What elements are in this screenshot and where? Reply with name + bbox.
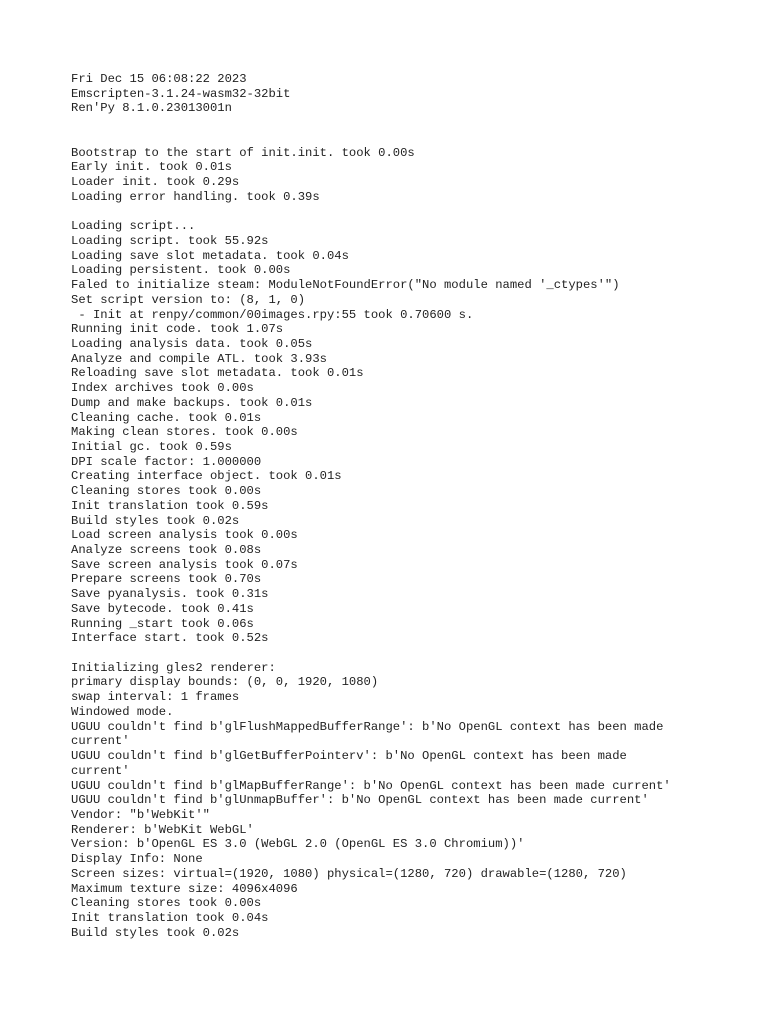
log-line: swap interval: 1 frames: [71, 690, 240, 705]
log-line: Save bytecode. took 0.41s: [71, 601, 254, 616]
log-line: Cleaning stores took 0.00s: [71, 896, 262, 911]
log-line: Index archives took 0.00s: [71, 381, 254, 396]
log-line: Emscripten-3.1.24-wasm32-32bit: [71, 86, 291, 101]
log-line: Init translation took 0.04s: [71, 910, 269, 925]
log-line: UGUU couldn't find b'glMapBufferRange': b'No OpenGL context has been made current': [71, 778, 671, 793]
log-line: UGUU couldn't find b'glUnmapBuffer': b'No OpenGL context has been made current': [71, 793, 649, 808]
log-line: Loading save slot metadata. took 0.04s: [71, 248, 349, 263]
log-line: Faled to initialize steam: ModuleNotFoundError("No module named '_ctypes'"): [71, 278, 620, 293]
log-line: Interface start. took 0.52s: [71, 631, 269, 646]
log-line: Build styles took 0.02s: [71, 513, 240, 528]
log-line: Loading error handling. took 0.39s: [71, 189, 320, 204]
log-line: DPI scale factor: 1.000000: [71, 454, 262, 469]
log-line: Display Info: None: [71, 852, 203, 867]
log-line: Initial gc. took 0.59s: [71, 439, 232, 454]
log-line: Save screen analysis took 0.07s: [71, 557, 298, 572]
log-line: Running _start took 0.06s: [71, 616, 254, 631]
log-line: Windowed mode.: [71, 704, 174, 719]
log-line: - Init at renpy/common/00images.rpy:55 took 0.70600 s.: [71, 307, 474, 322]
log-line: Init translation took 0.59s: [71, 498, 269, 513]
log-line: [71, 204, 761, 219]
log-line: Maximum texture size: 4096x4096: [71, 881, 298, 896]
log-line: current': [71, 734, 130, 749]
log-line: [71, 131, 761, 146]
log-line: UGUU couldn't find b'glFlushMappedBufferRange': b'No OpenGL context has been made: [71, 719, 664, 734]
log-line: Running init code. took 1.07s: [71, 322, 284, 337]
log-line: Vendor: "b'WebKit'": [71, 807, 210, 822]
log-line: Analyze screens took 0.08s: [71, 543, 262, 557]
log-line: Early init. took 0.01s: [71, 160, 232, 175]
log-line: UGUU couldn't find b'glGetBufferPointerv': b'No OpenGL context has been made: [71, 749, 627, 764]
log-line: primary display bounds: (0, 0, 1920, 1080): [71, 675, 379, 690]
log-output: [71, 72, 761, 940]
log-line: Creating interface object. took 0.01s: [71, 469, 342, 484]
log-line: Renderer: b'WebKit WebGL': [71, 822, 254, 837]
log-line: Loader init. took 0.29s: [71, 175, 240, 190]
log-line: Loading script...: [71, 219, 196, 234]
log-line: Version: b'OpenGL ES 3.0 (WebGL 2.0 (OpenGL ES 3.0 Chromium))': [71, 837, 525, 852]
log-line: Loading script. took 55.92s: [71, 233, 269, 248]
log-line: Initializing gles2 renderer:: [71, 660, 276, 675]
log-line: Reloading save slot metadata. took 0.01s: [71, 366, 364, 381]
log-line: current': [71, 763, 130, 778]
log-line: Dump and make backups. took 0.01s: [71, 395, 313, 410]
log-line: Save pyanalysis. took 0.31s: [71, 587, 269, 602]
log-line: Cleaning cache. took 0.01s: [71, 410, 262, 425]
log-line: [71, 646, 761, 661]
log-line: Screen sizes: virtual=(1920, 1080) physical=(1280, 720) drawable=(1280, 720): [71, 866, 627, 881]
log-line: [71, 116, 761, 131]
log-line: Set script version to: (8, 1, 0): [71, 292, 306, 307]
log-line: Prepare screens took 0.70s: [71, 572, 262, 587]
log-line: Build styles took 0.02s: [71, 925, 240, 940]
log-line: Analyze and compile ATL. took 3.93s: [71, 351, 327, 366]
log-line: Bootstrap to the start of init.init. took 0.00s: [71, 145, 415, 160]
log-line: Fri Dec 15 06:08:22 2023: [71, 72, 247, 86]
log-line: Loading persistent. took 0.00s: [71, 263, 291, 278]
log-line: Load screen analysis took 0.00s: [71, 528, 298, 543]
log-line: Ren'Py 8.1.0.23013001n: [71, 101, 232, 116]
log-line: Cleaning stores took 0.00s: [71, 484, 262, 499]
log-line: Making clean stores. took 0.00s: [71, 425, 298, 440]
log-line: Loading analysis data. took 0.05s: [71, 336, 313, 351]
